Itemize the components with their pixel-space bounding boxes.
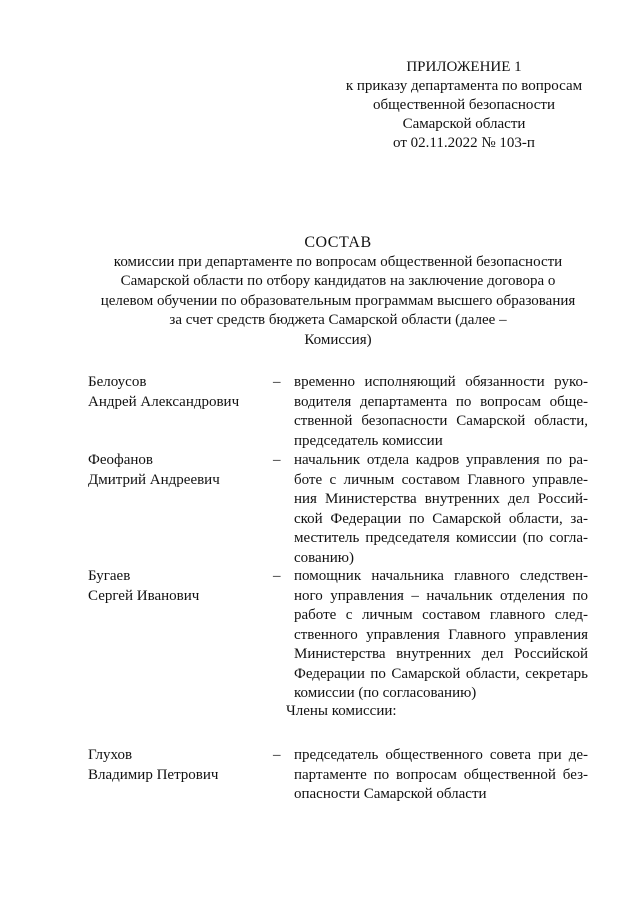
description-line: водителя департамента по вопросам обще- (294, 393, 588, 410)
member-surname: Белоусов (88, 374, 147, 390)
description-line: сованию) (294, 549, 354, 566)
description-line: Федерации по Самарской области, секретарь (294, 665, 588, 682)
title-line: комиссии при департаменте по вопросам общественной безопасности (113, 253, 563, 270)
title-line: Самарской области по отбору кандидатов на заключение договора о (120, 273, 556, 289)
description-line: помощник начальника главного следствен- (294, 568, 588, 584)
appendix-line: Самарской области (402, 116, 526, 132)
member-name (88, 373, 268, 412)
member-given-names: Дмитрий Андреевич (88, 471, 220, 488)
description-line: опасности Самарской области (294, 786, 487, 802)
description-line: работе с личным составом главного след- (294, 607, 588, 623)
member-given-names: Владимир Петрович (88, 766, 219, 783)
member-description (294, 567, 588, 704)
dash: – (273, 747, 281, 763)
member-name (88, 567, 268, 606)
description-line: ственного управления Главного управления (294, 626, 588, 643)
description-line: ного управления – начальник отделения по (294, 587, 588, 604)
appendix-title: ПРИЛОЖЕНИЕ 1 (406, 59, 522, 75)
dash: – (273, 452, 281, 468)
appendix-order-date: от 02.11.2022 № 103-п (393, 135, 535, 151)
title-heading: СОСТАВ (304, 234, 372, 251)
member-given-names: Сергей Иванович (88, 587, 200, 604)
member-description (294, 373, 588, 451)
description-line: ния Министерства внутренних дел Россий- (294, 491, 588, 507)
appendix-line: общественной безопасности (372, 97, 555, 113)
title-line: Комиссия) (304, 331, 372, 348)
title-line: целевом обучении по образовательным программам высшего образования (100, 292, 576, 309)
member-description (294, 451, 588, 568)
member-name (88, 746, 268, 785)
appendix-block (330, 58, 598, 153)
description-line: председатель комиссии (294, 432, 443, 449)
member-surname: Глухов (88, 747, 133, 763)
member-description (294, 746, 588, 805)
members-section-label: Члены комиссии: (286, 703, 397, 719)
description-line: ской Федерации по Самарской области, за- (294, 510, 588, 527)
description-line: боте с личным составом Главного управле- (294, 471, 588, 488)
appendix-line: к приказу департамента по вопросам (345, 78, 583, 94)
description-line: меститель председателя комиссии (по согла- (294, 530, 588, 546)
document-title (60, 233, 616, 350)
dash: – (273, 374, 281, 390)
title-line: за счет средств бюджета Самарской области (далее – (169, 312, 507, 328)
description-line: ственной безопасности Самарской области, (294, 413, 588, 429)
description-line: временно исполняющий обязанности руко- (294, 374, 588, 390)
description-line: председатель общественного совета при де- (294, 747, 588, 763)
description-line: Министерства внутренних дел Российской (294, 646, 588, 662)
dash: – (273, 568, 281, 584)
member-given-names: Андрей Александрович (88, 393, 240, 410)
member-name (88, 451, 268, 490)
description-line: партаменте по вопросам общественной без- (294, 766, 588, 783)
member-surname: Бугаев (88, 568, 131, 584)
member-surname: Феофанов (88, 452, 153, 468)
description-line: начальник отдела кадров управления по ра- (294, 452, 588, 468)
description-line: комиссии (по согласованию) (294, 685, 477, 701)
